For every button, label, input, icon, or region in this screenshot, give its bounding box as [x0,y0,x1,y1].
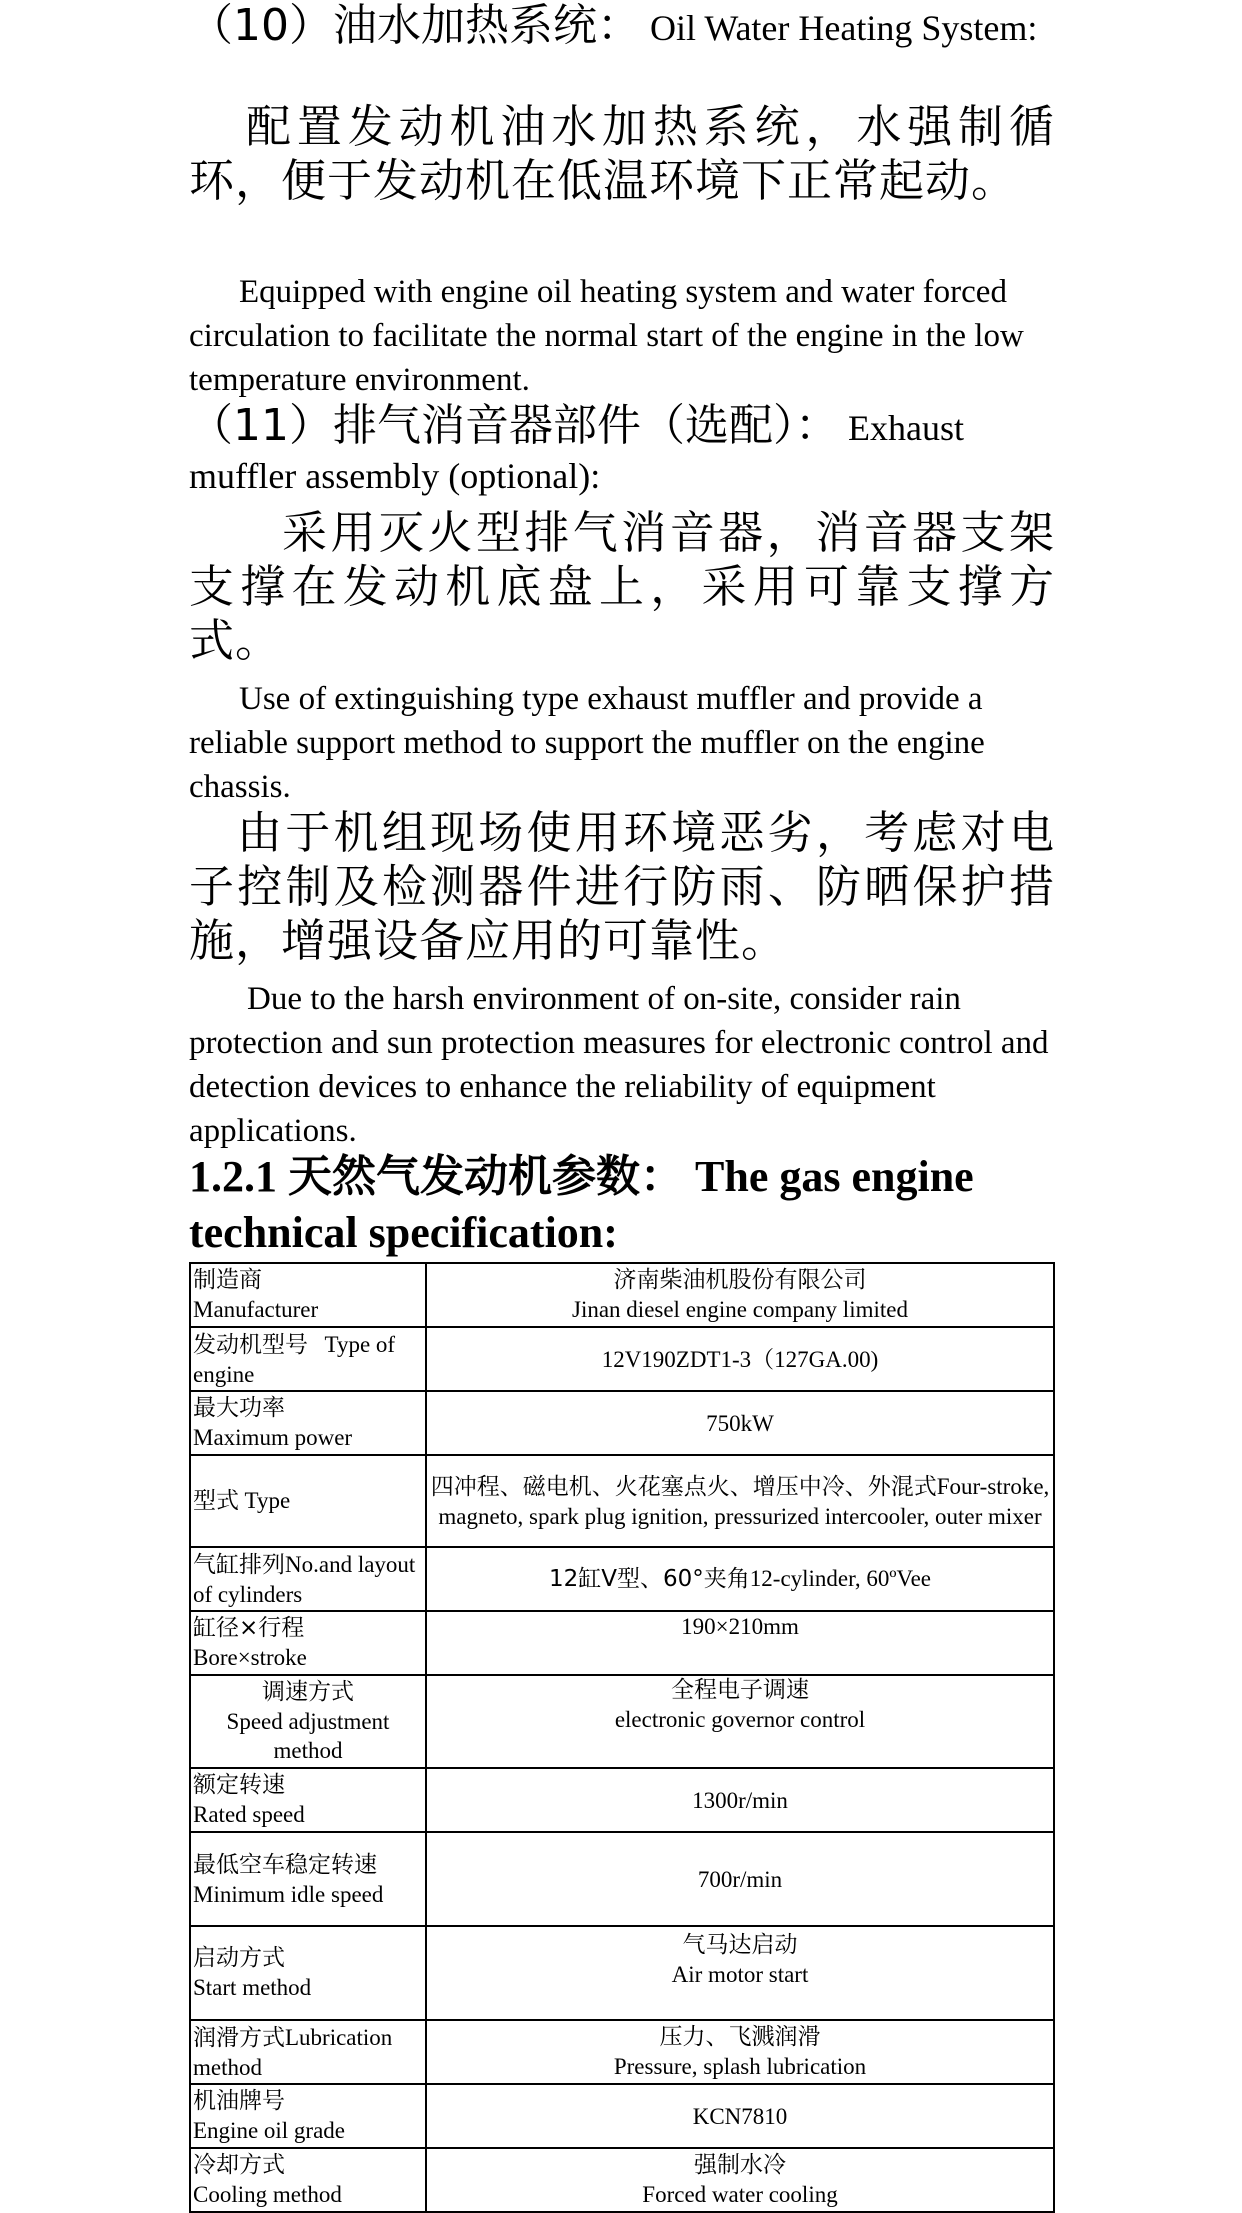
row-label [190,2020,426,2084]
table-row [190,1455,1054,1547]
section-11-heading-en: Exhaust muffler assembly (optional): [189,408,964,496]
row-label [190,1455,426,1547]
label-zh: 制造商 [193,1267,262,1293]
table-row [190,1768,1054,1832]
value-en: KCN7810 [692,2103,788,2129]
label-zh: 启动方式 [193,1945,285,1971]
label-zh: 缸径×行程 [193,1615,305,1641]
row-value [426,1391,1054,1455]
label-en: Start method [193,1975,312,2000]
label-zh: 润滑方式 [193,2024,285,2051]
table-row [190,1832,1054,1926]
environment-paragraph-zh: 由于机组现场使用环境恶劣，考虑对电子控制及检测器件进行防雨、防晒保护措施，增强设备应用的可靠性。 [189,806,1055,967]
label-en: Rated speed [193,1802,305,1827]
row-value [426,1327,1054,1391]
section-number: 1.2.1 [189,1152,277,1201]
row-value [426,1547,1054,1611]
table-row [190,1926,1054,2020]
row-label [190,1832,426,1926]
section-title-en: The gas engine technical specification: [189,1152,974,1257]
row-value [426,1263,1054,1327]
row-value [426,1926,1054,2020]
row-label [190,2148,426,2212]
row-label [190,1611,426,1675]
label-zh: 发动机型号 [193,1331,308,1358]
value-en: 700r/min [697,1866,783,1892]
table-row [190,1391,1054,1455]
row-label [190,1926,426,2020]
row-label [190,1391,426,1455]
table-row [190,1547,1054,1611]
row-label [190,1263,426,1327]
label-en: Manufacturer [193,1297,319,1322]
label-en: Cooling method [193,2182,342,2207]
label-en: Lubrication method [193,2024,393,2080]
spec-table [189,1262,1055,2213]
section-11-heading-zh: （11）排气消音器部件（选配）： [189,400,839,451]
environment-paragraph-en: Due to the harsh environment of on-site, consider rain protection and sun protection measures for electronic control and detection devices to enhance the reliability of equipment applications. [189,981,1049,1149]
table-row [190,2020,1054,2084]
row-value [426,2084,1054,2148]
label-en: No.and layout of cylinders [193,1551,416,1607]
table-row [190,1327,1054,1391]
table-row [190,1263,1054,1327]
table-row [190,1675,1054,1768]
value-zh: 12缸V型、60°夹角 [549,1566,750,1592]
table-row [190,2084,1054,2148]
row-value [426,1675,1054,1768]
section-10-paragraph-zh: 配置发动机油水加热系统，水强制循环，便于发动机在低温环境下正常起动。 [189,100,1055,207]
section-10-heading-zh: （10）油水加热系统： [189,0,641,51]
value-zh: 全程电子调速 [671,1677,809,1703]
label-zh: 冷却方式 [193,2152,285,2178]
label-zh: 最大功率 [193,1395,285,1421]
row-value [426,1455,1054,1547]
label-en: Type of engine [193,1331,396,1387]
value-en: 750kW [706,1410,774,1436]
value-en: Pressure, splash lubrication [613,2054,867,2079]
row-label [190,1327,426,1391]
label-zh: 额定转速 [193,1772,285,1798]
section-1-2-1-title [189,1149,1055,1261]
section-10-heading-en: Oil Water Heating System: [650,8,1038,48]
label-en: Type [244,1488,291,1513]
value-en: Air motor start [671,1962,809,1987]
row-label [190,1547,426,1611]
row-label [190,1768,426,1832]
value-zh: 强制水冷 [694,2152,786,2178]
row-value [426,1611,1054,1675]
value-en: Four-stroke, magneto, spark plug ignition, pressurized intercooler, outer mixer [438,1473,1050,1529]
section-11-heading [189,402,1055,500]
label-zh: 气缸排列 [193,1551,285,1578]
label-en: Maximum power [193,1425,353,1450]
value-zh: 压力、飞溅润滑 [659,2024,821,2050]
section-title-zh: 天然气发动机参数： [288,1151,684,1202]
value-en: 12-cylinder, 60ºVee [749,1566,931,1591]
section-11-paragraph-zh: 采用灭火型排气消音器，消音器支架支撑在发动机底盘上，采用可靠支撑方式。 [189,506,1055,667]
label-zh: 最低空车稳定转速 [193,1851,377,1878]
value-en: 12V190ZDT1-3（127GA.00) [601,1346,879,1372]
row-value [426,2020,1054,2084]
value-zh: 四冲程、磁电机、火花塞点火、增压中冷、外混式 [430,1473,937,1500]
label-en: Engine oil grade [193,2118,346,2143]
row-label [190,2084,426,2148]
value-en: Forced water cooling [642,2182,838,2207]
row-value [426,2148,1054,2212]
section-11-paragraph-en: Use of extinguishing type exhaust muffler and provide a reliable support method to support the muffler on the engine chassis. [189,681,985,805]
table-row [190,1611,1054,1675]
value-en: electronic governor control [614,1707,866,1732]
row-label [190,1675,426,1768]
value-zh: 济南柴油机股份有限公司 [613,1267,867,1293]
row-value [426,1832,1054,1926]
label-en: Speed adjustment method [226,1709,390,1763]
label-zh: 机油牌号 [193,2088,285,2114]
label-zh: 调速方式 [262,1679,354,1705]
value-zh: 气马达启动 [682,1932,798,1958]
table-row [190,2148,1054,2212]
label-zh: 型式 [193,1488,239,1514]
label-en: Minimum idle speed [193,1881,384,1907]
value-en: Jinan diesel engine company limited [572,1297,908,1322]
row-value [426,1768,1054,1832]
value-en: 190×210mm [681,1614,799,1639]
label-en: Bore×stroke [193,1645,307,1670]
section-10-paragraph-en: Equipped with engine oil heating system and water forced circulation to facilitate the normal start of the engine in the low temperature environment. [189,274,1024,398]
section-10-heading [189,2,1037,52]
value-en: 1300r/min [692,1787,788,1813]
